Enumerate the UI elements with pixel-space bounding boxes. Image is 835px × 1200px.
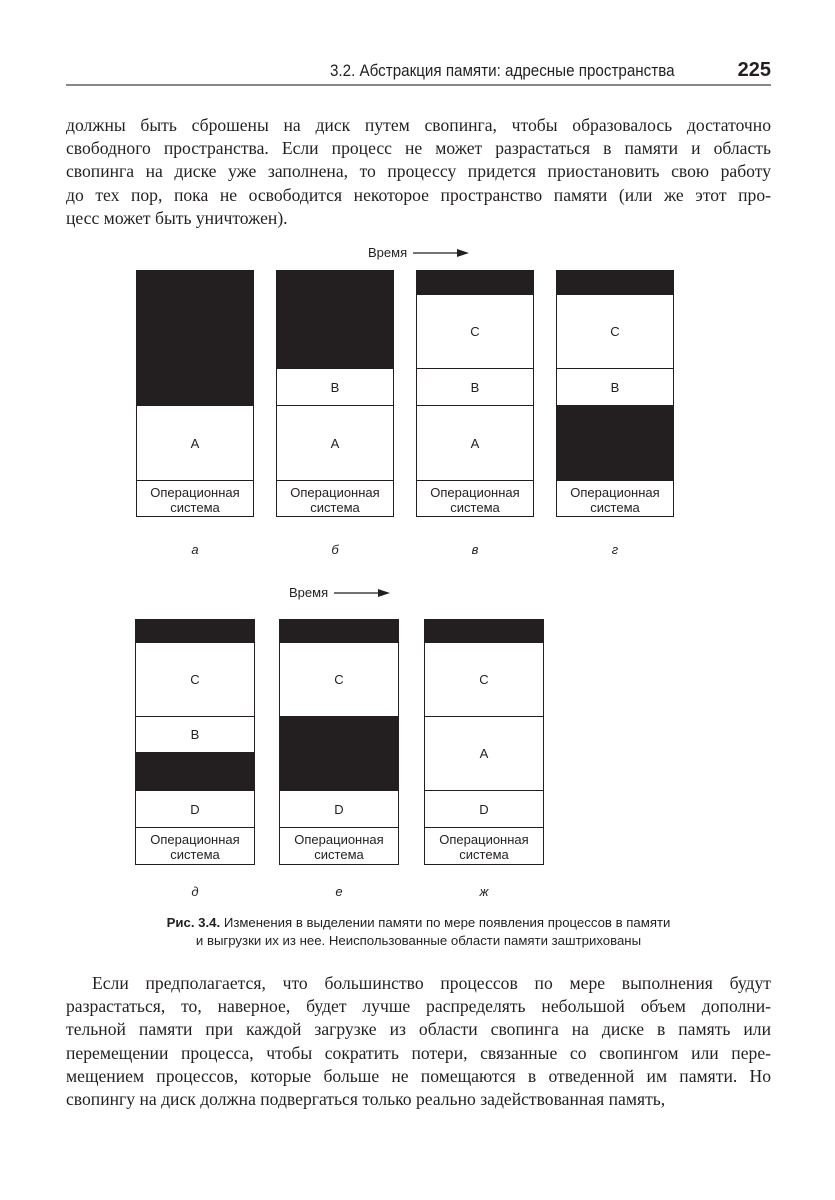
- process-memory-block: [280, 643, 398, 717]
- block-label: B: [470, 379, 480, 395]
- process-memory-block: [417, 369, 533, 406]
- process-memory-block: [277, 406, 393, 481]
- header-title: 3.2. Абстракция памяти: адресные пространства: [330, 62, 675, 80]
- subfigure-label: ж: [479, 884, 489, 899]
- block-label: C: [190, 672, 200, 687]
- block-label: C: [610, 324, 620, 339]
- block-label: A: [330, 435, 340, 451]
- block-label: Операционная система: [150, 484, 240, 515]
- unused-memory-block: [137, 271, 253, 406]
- paragraph-2: [66, 972, 771, 1111]
- caption-line-2: и выгрузки их из нее. Неиспользованные области памяти заштрихованы: [195, 933, 642, 948]
- memory-column: [556, 270, 674, 517]
- time-label: Время: [368, 245, 408, 260]
- subfigure-label: е: [335, 884, 343, 899]
- block-label: Операционная система: [439, 832, 529, 862]
- running-header: [66, 59, 771, 86]
- page-number: 225: [737, 59, 771, 81]
- process-memory-block: [425, 717, 543, 791]
- text-line: свободного пространства. Если процесс не может разрастаться в памяти и область: [66, 138, 771, 159]
- process-memory-block: [136, 791, 254, 828]
- unused-memory-block: [136, 620, 254, 643]
- text-line: цесс может быть уничтожен).: [66, 207, 288, 228]
- os-memory-block: [417, 481, 533, 518]
- text-line: разрастаться, то, наверное, будет лучше распределять небольшой объем дополни-: [66, 996, 771, 1017]
- unused-memory-block: [277, 271, 393, 369]
- unused-memory-block: [557, 271, 673, 295]
- text-line: свопингу на диск должна подвергаться только реально задействованная память,: [66, 1089, 666, 1110]
- block-label: A: [479, 746, 489, 761]
- time-label: Время: [289, 585, 329, 600]
- process-memory-block: [557, 369, 673, 406]
- caption-line-1: Изменения в выделении памяти по мере появления процессов в памяти: [220, 915, 671, 930]
- text-line: мещением процессов, которые больше не помещаются в отведенной им памяти. Но: [66, 1065, 771, 1086]
- arrow-right-icon: [334, 588, 390, 598]
- process-memory-block: [136, 717, 254, 753]
- process-memory-block: [425, 643, 543, 717]
- subfigure-label: а: [191, 542, 199, 557]
- memory-column: [135, 619, 255, 865]
- text-line: должны быть сброшены на диск путем свопинга, чтобы образовалось достаточно: [66, 115, 771, 135]
- block-label: D: [334, 801, 344, 817]
- unused-memory-block: [557, 406, 673, 481]
- subfigure-label: в: [471, 542, 479, 557]
- block-label: B: [190, 727, 200, 742]
- text-line: перемещении процесса, чтобы сократить потери, связанные со свопингом или пере-: [66, 1042, 771, 1063]
- process-memory-block: [557, 295, 673, 369]
- memory-column: [279, 619, 399, 865]
- block-label: Операционная система: [290, 484, 380, 515]
- os-memory-block: [136, 828, 254, 866]
- process-memory-block: [277, 369, 393, 406]
- block-label: C: [334, 672, 344, 687]
- block-label: C: [479, 672, 489, 687]
- unused-memory-block: [280, 620, 398, 643]
- caption-label: Рис. 3.4.: [166, 915, 221, 930]
- os-memory-block: [280, 828, 398, 866]
- memory-column: [424, 619, 544, 865]
- unused-memory-block: [136, 753, 254, 791]
- block-label: B: [330, 379, 340, 395]
- subfigure-label: б: [331, 542, 339, 557]
- memory-column: [416, 270, 534, 517]
- subfigure-label: д: [191, 884, 199, 899]
- arrow-right-icon: [413, 248, 469, 258]
- process-memory-block: [417, 295, 533, 369]
- os-memory-block: [277, 481, 393, 518]
- unused-memory-block: [417, 271, 533, 295]
- figure-caption: [66, 914, 771, 950]
- process-memory-block: [280, 791, 398, 828]
- subfigure-label: г: [611, 542, 619, 557]
- text-line: до тех пор, пока не освободится некоторое пространство памяти (или же этот про-: [66, 184, 771, 205]
- paragraph-1: [66, 114, 771, 230]
- os-memory-block: [557, 481, 673, 518]
- block-label: A: [470, 435, 480, 451]
- text-line: Если предполагается, что большинство процессов по мере выполнения будут: [92, 973, 771, 993]
- text-line: тельной памяти при каждой загрузке из области свопинга на диске в память или: [66, 1019, 771, 1040]
- time-arrow-label: [289, 585, 390, 600]
- memory-column: [136, 270, 254, 517]
- block-label: D: [190, 801, 200, 817]
- time-arrow-label: [368, 245, 469, 260]
- block-label: A: [190, 435, 200, 451]
- block-label: B: [610, 379, 620, 395]
- block-label: Операционная система: [570, 484, 660, 515]
- process-memory-block: [425, 791, 543, 828]
- os-memory-block: [137, 481, 253, 518]
- block-label: Операционная система: [294, 832, 384, 862]
- unused-memory-block: [280, 717, 398, 791]
- process-memory-block: [136, 643, 254, 717]
- process-memory-block: [417, 406, 533, 481]
- block-label: Операционная система: [430, 484, 520, 515]
- unused-memory-block: [425, 620, 543, 643]
- memory-column: [276, 270, 394, 517]
- text-line: свопинга на диске уже заполнена, то процессу придется приостановить свою работу: [66, 161, 771, 182]
- process-memory-block: [137, 406, 253, 481]
- block-label: Операционная система: [150, 832, 240, 862]
- block-label: C: [470, 324, 480, 339]
- block-label: D: [479, 801, 489, 817]
- os-memory-block: [425, 828, 543, 866]
